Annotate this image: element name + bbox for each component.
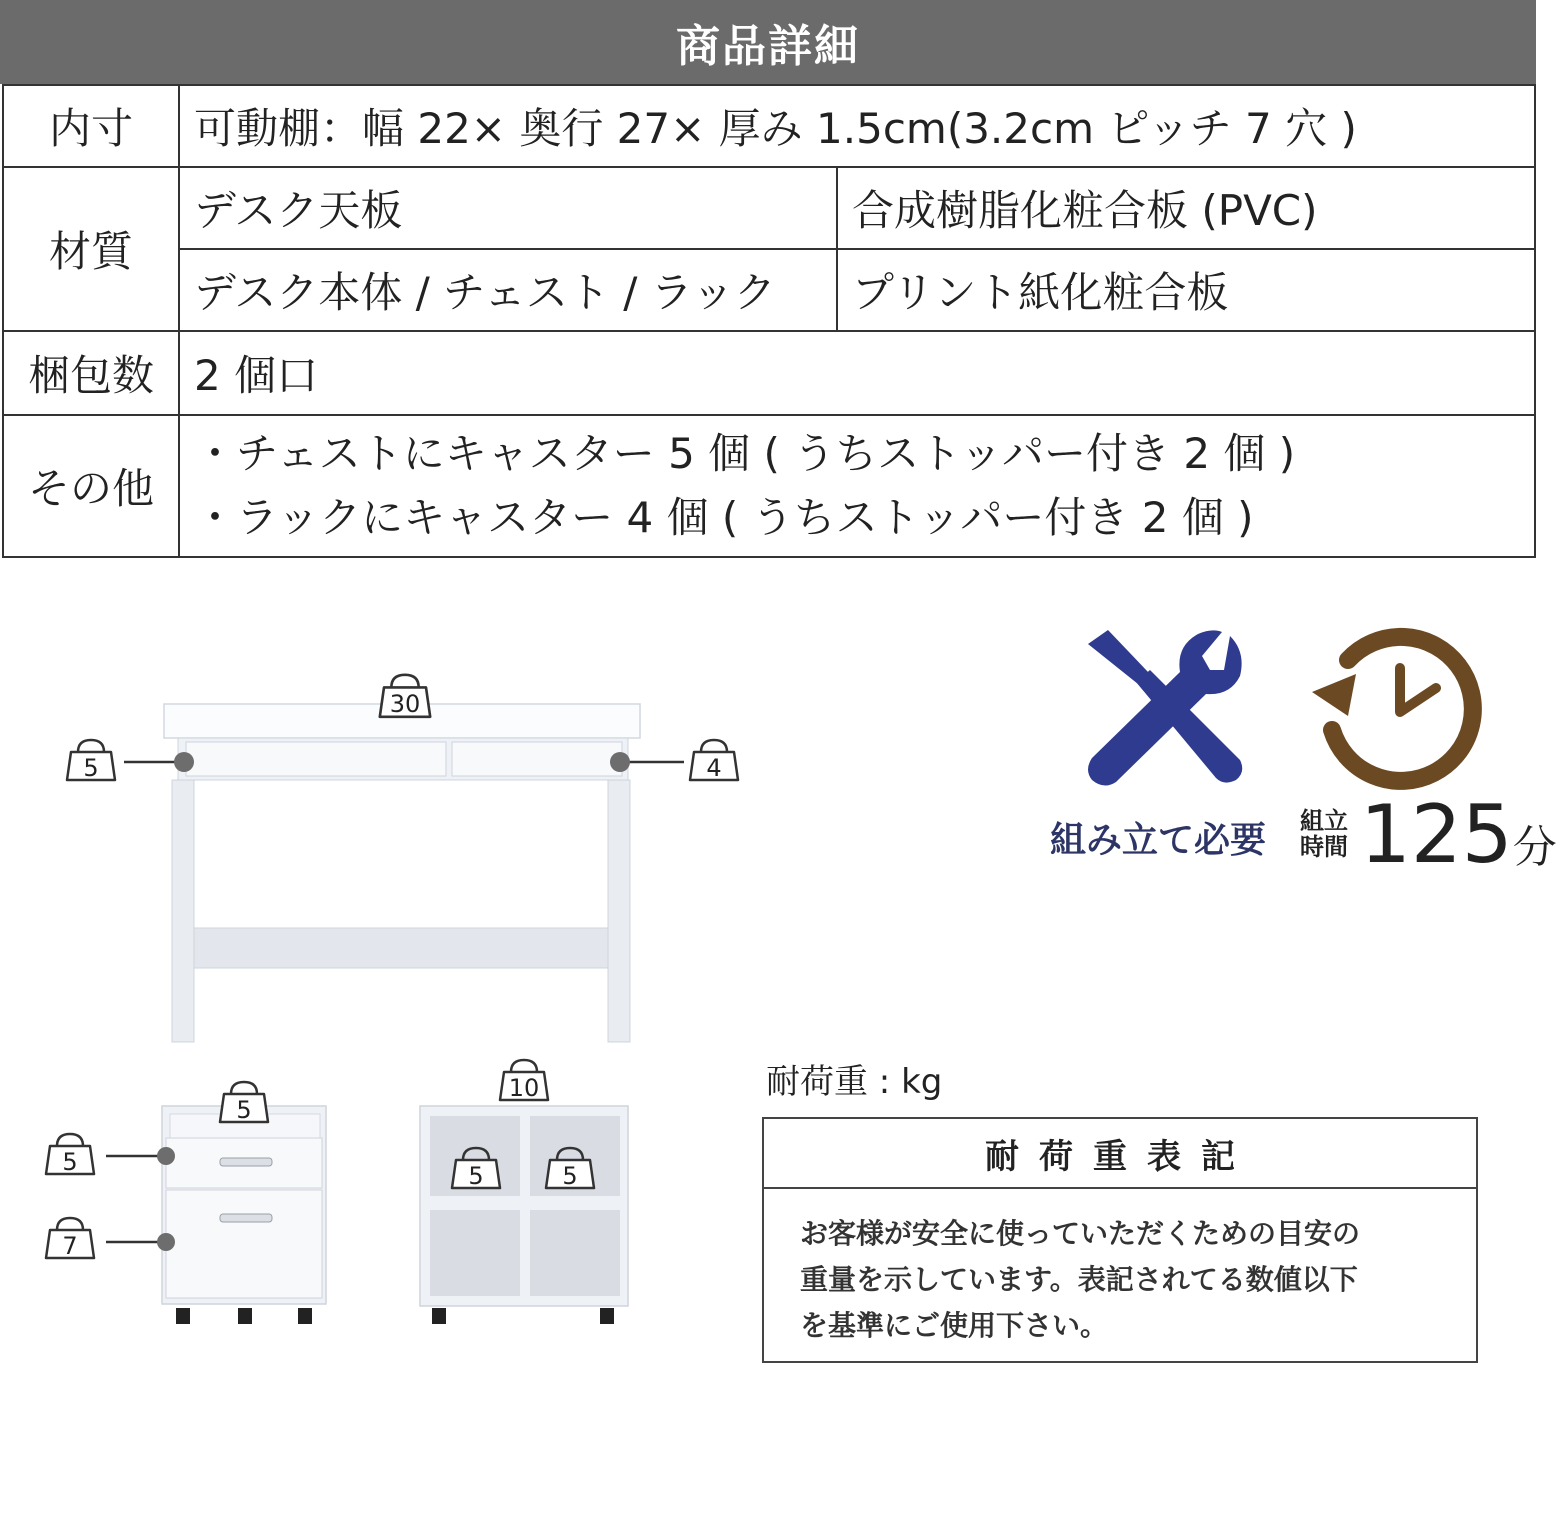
assembly-caption: 組み立て必要 bbox=[1050, 820, 1267, 861]
time-value bbox=[1360, 790, 1557, 893]
tools-icon bbox=[1080, 622, 1250, 792]
weight-desk-drawer-right: 4 bbox=[706, 754, 722, 782]
weight-desk-drawer-left: 5 bbox=[83, 754, 99, 782]
material-part: デスク本体 / チェスト / ラック bbox=[179, 249, 837, 331]
spec-row-material-2 bbox=[3, 249, 1535, 331]
section-title: 商品詳細 bbox=[676, 21, 860, 72]
spec-row-material-1 bbox=[3, 167, 1535, 249]
material-value: 合成樹脂化粧合板 (PVC) bbox=[837, 167, 1535, 249]
material-label: 材質 bbox=[3, 167, 179, 331]
desk-drawer-right-dot bbox=[610, 752, 630, 772]
time-number: 125 bbox=[1360, 788, 1513, 881]
time-label: 組立時間 bbox=[1300, 807, 1348, 861]
furniture-illustration bbox=[0, 600, 760, 1360]
other-label: その他 bbox=[3, 415, 179, 557]
material-value: プリント紙化粧合板 bbox=[837, 249, 1535, 331]
load-note-box bbox=[762, 1117, 1478, 1363]
load-note-line: 重量を示しています。表記されてる数値以下 bbox=[800, 1263, 1358, 1296]
packages-label: 梱包数 bbox=[3, 331, 179, 415]
spec-row-packages bbox=[3, 331, 1535, 415]
load-note-title: 耐荷重表記 bbox=[764, 1119, 1476, 1189]
load-note-line: お客様が安全に使っていただくための目安の bbox=[800, 1217, 1361, 1250]
other-value bbox=[179, 415, 1535, 557]
weight-rack-shelf-right: 5 bbox=[562, 1162, 578, 1190]
weight-desk-top: 30 bbox=[389, 690, 421, 718]
inner-value: 可動棚：幅 22× 奥行 27× 厚み 1.5cm(3.2cm ピッチ 7 穴 ) bbox=[179, 85, 1535, 167]
other-line: ・ラックにキャスター 4 個 ( うちストッパー付き 2 個 ) bbox=[194, 493, 1254, 542]
section-header bbox=[0, 0, 1536, 84]
spec-table bbox=[2, 84, 1536, 558]
time-unit: 分 bbox=[1512, 822, 1557, 873]
chest-drawer-lower-dot bbox=[157, 1233, 175, 1251]
inner-label: 内寸 bbox=[3, 85, 179, 167]
chest-drawing bbox=[162, 1106, 326, 1324]
weight-chest-drawer-upper: 5 bbox=[62, 1148, 78, 1176]
desk-drawer-left-dot bbox=[174, 752, 194, 772]
desk-drawing bbox=[164, 704, 640, 1042]
spec-row-other bbox=[3, 415, 1535, 557]
other-line: ・チェストにキャスター 5 個 ( うちストッパー付き 2 個 ) bbox=[194, 429, 1296, 478]
clock-icon bbox=[1308, 620, 1488, 800]
chest-drawer-upper-dot bbox=[157, 1147, 175, 1165]
weight-rack-shelf-left: 5 bbox=[468, 1162, 484, 1190]
weight-rack-top: 10 bbox=[508, 1074, 540, 1102]
load-note-body bbox=[764, 1189, 1476, 1349]
load-note-line: を基準にご使用下さい。 bbox=[800, 1309, 1109, 1342]
weight-chest-top: 5 bbox=[236, 1096, 252, 1124]
weight-chest-drawer-lower: 7 bbox=[62, 1232, 78, 1260]
load-unit: 耐荷重 : kg bbox=[766, 1062, 943, 1102]
material-part: デスク天板 bbox=[179, 167, 837, 249]
rack-drawing bbox=[420, 1106, 628, 1324]
spec-row-inner bbox=[3, 85, 1535, 167]
packages-value: 2 個口 bbox=[179, 331, 1535, 415]
